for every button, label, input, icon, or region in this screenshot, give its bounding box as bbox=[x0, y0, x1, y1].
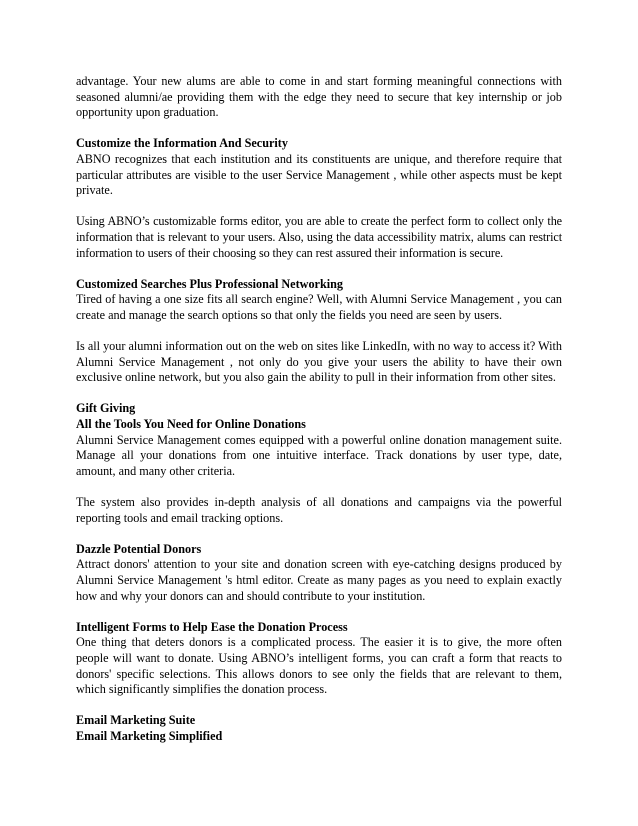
dazzle-paragraph-1: Attract donors' attention to your site and donation screen with eye-catching designs produced by Alumni Service Management 's html editor. Create as many pages as you need to explain exactly how and why your donors can and should contribute to your institution. bbox=[76, 557, 562, 603]
searches-paragraph-2: Is all your alumni information out on the web on sites like LinkedIn, with no way to access it? With Alumni Service Management , not only do you give your users the ability to have their own exclusive online network, but you also gain the ability to pull in their information from other sites. bbox=[76, 339, 563, 385]
gift-paragraph-2: The system also provides in-depth analysis of all donations and campaigns via the powerful reporting tools and email tracking options. bbox=[76, 495, 562, 525]
document-body bbox=[76, 74, 562, 745]
email-heading: Email Marketing Suite bbox=[76, 713, 196, 728]
email-subheading: Email Marketing Simplified bbox=[76, 728, 223, 743]
customize-paragraph-2: Using ABNO’s customizable forms editor, you are able to create the perfect form to collect only the information that is relevant to your users. Also, using the data accessibility matrix, alums can restrict information to users of their choosing so they can rest assured their information is secure. bbox=[76, 214, 562, 260]
gift-heading: Gift Giving bbox=[76, 401, 136, 416]
gift-subheading: All the Tools You Need for Online Donations bbox=[76, 417, 306, 432]
forms-paragraph-1: One thing that deters donors is a complicated process. The easier it is to give, the more often people will want to donate. Using ABNO’s intelligent forms, you can craft a form that reacts to donors' specific selections. This allows donors to see only the fields that are relevant to them, which significantly simplifies the donation process. bbox=[76, 635, 562, 697]
dazzle-heading: Dazzle Potential Donors bbox=[76, 541, 202, 556]
customize-paragraph-1: ABNO recognizes that each institution and its constituents are unique, and therefore require that particular attributes are visible to the user Service Management , while other aspects must be kept private. bbox=[76, 151, 562, 198]
intro-paragraph: advantage. Your new alums are able to come in and start forming meaningful connections with seasoned alumni/ae providing them with the edge they need to secure that key internship or job opportunity upon graduation. bbox=[76, 74, 562, 120]
searches-heading: Customized Searches Plus Professional Networking bbox=[76, 276, 343, 291]
gift-paragraph-1: Alumni Service Management comes equipped with a powerful online donation management suite. Manage all your donations from one intuitive interface. Track donations by user type, date, amount, and many other criteria. bbox=[76, 432, 562, 478]
searches-paragraph-1: Tired of having a one size fits all search engine? Well, with Alumni Service Management , you can create and manage the search options so that only the fields you need are seen by users. bbox=[76, 292, 562, 322]
forms-heading: Intelligent Forms to Help Ease the Donation Process bbox=[76, 619, 348, 634]
customize-heading: Customize the Information And Security bbox=[76, 136, 288, 151]
